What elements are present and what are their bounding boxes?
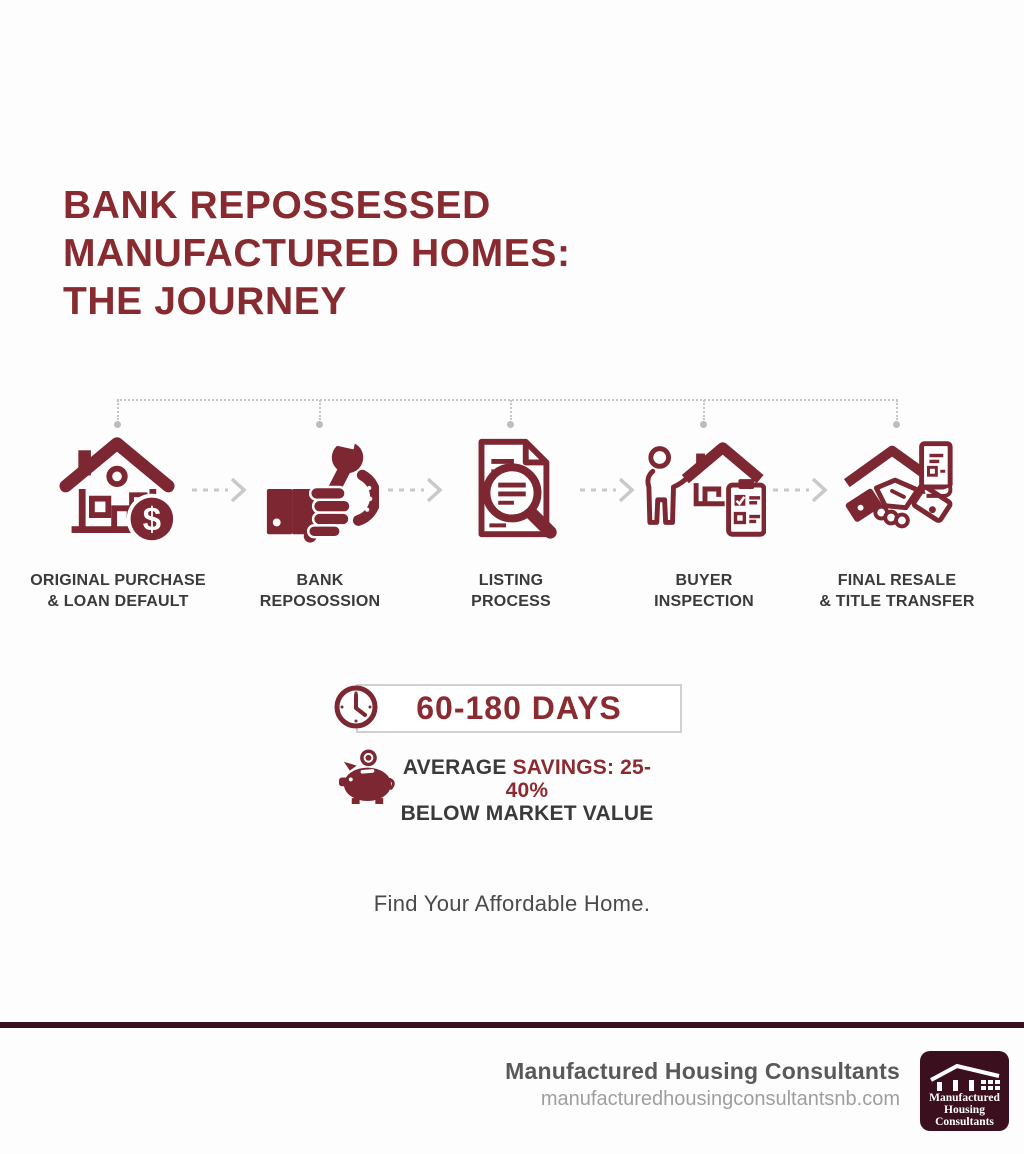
timeline-connector-line [117,399,898,401]
step-label-line: ORIGINAL PURCHASE [30,572,206,589]
clock-icon [332,683,380,731]
dashed-arrow-icon [771,477,829,503]
timeline-node-dot [893,421,900,428]
timeline-drop-line [319,400,321,420]
page-title [63,182,571,326]
step-label-line: PROCESS [471,593,551,610]
dashed-arrow-icon [386,477,444,503]
savings-line-1 [392,756,662,802]
house-dollar-icon [59,431,177,545]
svg-text:$: $ [142,500,162,538]
step-label-line: LISTING [478,572,544,589]
step-label-buyer-inspection [599,570,809,612]
duration-box [356,684,682,733]
person-house-clipboard-icon [642,431,766,545]
step-label-final-resale [792,570,1002,612]
footer-website: manufacturedhousingconsultantsnb.com [540,1088,900,1110]
timeline-drop-line [117,400,119,420]
step-label-line: BANK [296,572,344,589]
document-magnifier-icon [452,431,570,545]
step-label-bank-repossession [215,570,425,612]
step-label-line: FINAL RESALE [837,572,957,589]
savings-line-2: BELOW MARKET VALUE [400,802,654,825]
timeline-drop-line [896,400,898,420]
title-line-3: THE JOURNEY [63,280,347,323]
footer-text-block [505,1058,900,1111]
timeline-node-dot [316,421,323,428]
handshake-deed-icon [835,431,959,545]
timeline-drop-line [510,400,512,420]
dashed-arrow-icon [578,477,636,503]
manufactured-home-icon [927,1058,1003,1092]
logo-text-line: Housing [944,1104,985,1116]
step-label-line: INSPECTION [654,593,754,610]
title-line-2: MANUFACTURED HOMES: [63,232,571,275]
dashed-arrow-icon [190,477,248,503]
duration-value: 60-180 DAYS [416,690,622,726]
step-label-line: & TITLE TRANSFER [819,593,975,610]
savings-text [392,756,662,825]
company-logo [920,1051,1009,1131]
timeline-node-dot [114,421,121,428]
step-label-listing-process [406,570,616,612]
savings-highlight: SAVINGS: 25-40% [505,756,652,802]
step-label-line: BUYER [675,572,733,589]
fist-wrench-icon [261,431,379,545]
step-label-line: & LOAN DEFAULT [47,593,189,610]
timeline-node-dot [700,421,707,428]
footer-divider-bar [0,1022,1024,1028]
logo-text-line: Consultants [935,1116,994,1128]
tagline: Find Your Affordable Home. [373,891,651,916]
step-label-line: REPOSOSSION [259,593,381,610]
logo-text-line: Manufactured [929,1092,1000,1104]
savings-prefix: AVERAGE [402,756,513,779]
footer-company-name: Manufactured Housing Consultants [505,1058,900,1084]
step-label-original-purchase [13,570,223,612]
timeline-drop-line [703,400,705,420]
title-line-1: BANK REPOSSESSED [63,184,491,227]
piggy-bank-icon [338,747,395,804]
timeline-node-dot [507,421,514,428]
